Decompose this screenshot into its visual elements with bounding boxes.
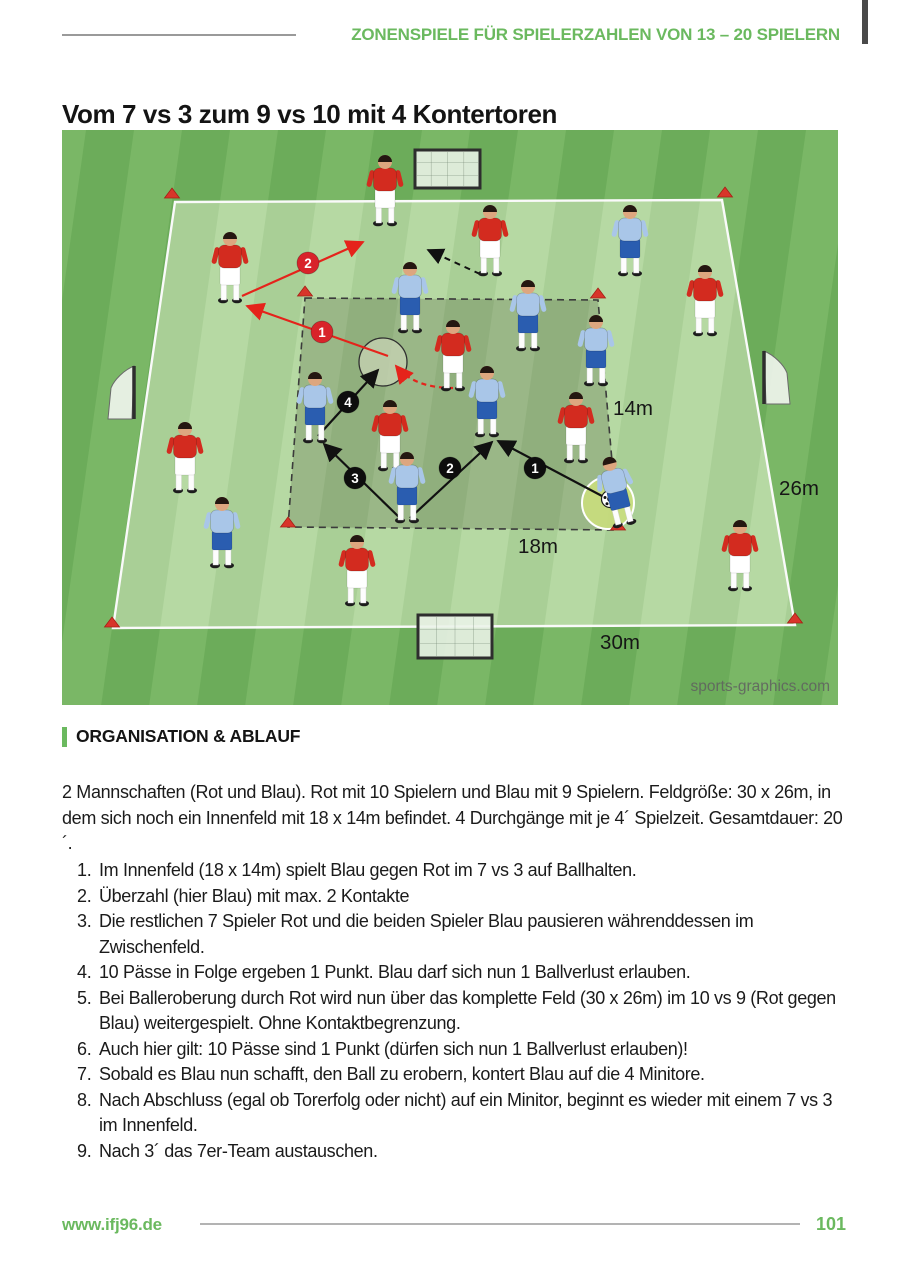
footer-divider-line <box>200 1223 800 1225</box>
black-badge-2 <box>439 457 461 479</box>
red-badge-2 <box>297 252 319 274</box>
svg-text:1: 1 <box>318 324 326 340</box>
step-item-1: 1. Im Innenfeld (18 x 14m) spielt Blau gegen Rot im 7 vs 3 auf Ballhalten. <box>96 858 844 884</box>
svg-text:1: 1 <box>531 460 539 476</box>
page-title: Vom 7 vs 3 zum 9 vs 10 mit 4 Kontertoren <box>62 99 558 130</box>
bottom-mini-goal <box>418 615 492 658</box>
footer-website-link[interactable]: www.ifj96.de <box>62 1215 162 1234</box>
chapter-header: ZONENSPIELE FÜR SPIELERZAHLEN VON 13 – 20 SPIELERN <box>351 25 840 44</box>
intro-paragraph: 2 Mannschaften (Rot und Blau). Rot mit 10 Spielern und Blau mit 9 Spielern. Feldgröße: 30 x 26m, in dem sich noch ein Innenfeld mit 18 x 14m befindet. 4 Durchgänge mit je 4´ Spielzeit. Gesamtdauer: 20´. <box>62 782 843 853</box>
corner-accent-bar <box>862 0 868 44</box>
step-item-3: 3. Die restlichen 7 Spieler Rot und die beiden Spieler Blau pausieren währenddessen im Zwischenfeld. <box>96 909 844 960</box>
red-badge-1 <box>311 321 333 343</box>
step-item-9: 9. Nach 3´ das 7er-Team austauschen. <box>96 1139 844 1165</box>
steps-list <box>62 858 844 1164</box>
section-title: ORGANISATION & ABLAUF <box>76 726 301 746</box>
step-item-2: 2. Überzahl (hier Blau) mit max. 2 Kontakte <box>96 884 844 910</box>
steps-list-container <box>62 858 844 1164</box>
dimension-label: 26m <box>779 477 819 500</box>
svg-text:4: 4 <box>344 394 352 410</box>
black-badge-1 <box>524 457 546 479</box>
interception-circle <box>359 338 407 386</box>
watermark: sports-graphics.com <box>690 678 830 695</box>
step-item-6: 6. Auch hier gilt: 10 Pässe sind 1 Punkt (dürfen sich nun 1 Ballverlust erlauben)! <box>96 1037 844 1063</box>
header-divider-line <box>62 34 296 36</box>
step-item-4: 4. 10 Pässe in Folge ergeben 1 Punkt. Blau darf sich nun 1 Ballverlust erlauben. <box>96 960 844 986</box>
black-badge-4 <box>337 391 359 413</box>
black-badge-3 <box>344 467 366 489</box>
dimension-label: 30m <box>600 631 640 654</box>
top-mini-goal <box>415 150 480 188</box>
step-item-5: 5. Bei Balleroberung durch Rot wird nun über das komplette Feld (30 x 26m) im 10 vs 9 (Rot gegen Blau) weitergespielt. Ohne Kontaktbegrenzung. <box>96 986 844 1037</box>
step-item-8: 8. Nach Abschluss (egal ob Torerfolg oder nicht) auf ein Minitor, beginnt es wieder mit einem 7 vs 3 im Innenfeld. <box>96 1088 844 1139</box>
page-number: 101 <box>815 1214 846 1234</box>
svg-text:2: 2 <box>304 255 312 271</box>
step-item-7: 7. Sobald es Blau nun schafft, den Ball zu erobern, kontert Blau auf die 4 Minitore. <box>96 1062 844 1088</box>
dimension-label: 18m <box>518 535 558 558</box>
svg-text:2: 2 <box>446 460 454 476</box>
exercise-diagram <box>62 130 838 705</box>
dimension-label: 14m <box>613 397 653 420</box>
section-accent-bar <box>62 727 67 747</box>
svg-text:3: 3 <box>351 470 359 486</box>
section-heading <box>62 726 300 747</box>
